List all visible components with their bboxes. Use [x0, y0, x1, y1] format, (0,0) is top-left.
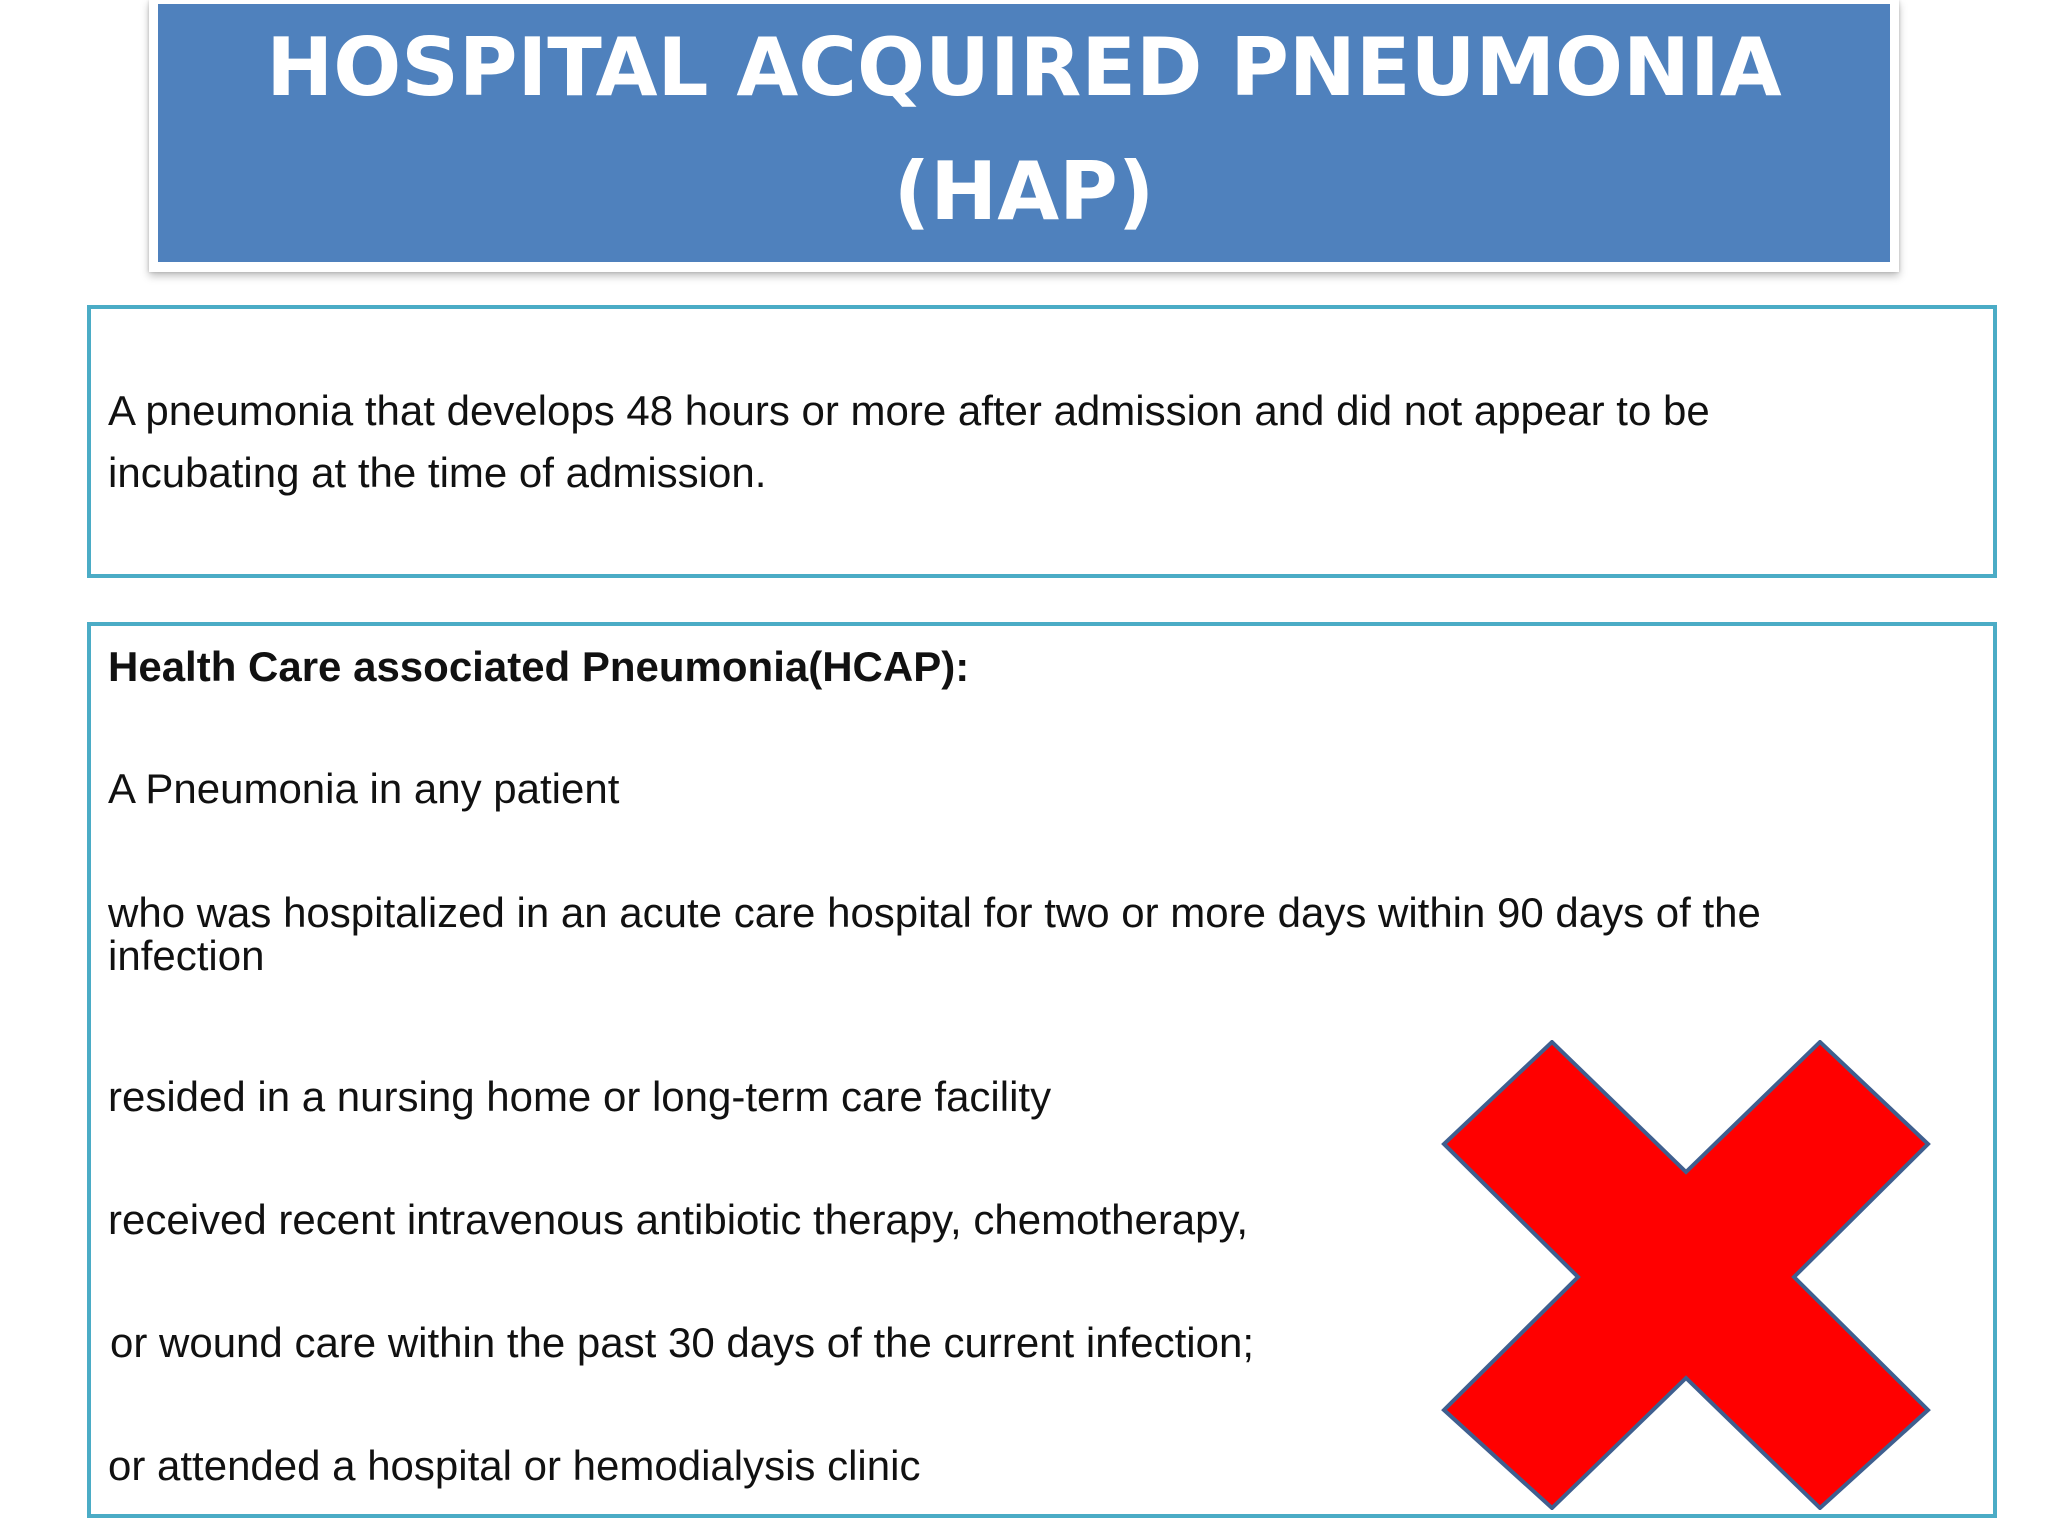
hcap-criterion-hospitalized: who was hospitalized in an acute care hospital for two or more days within 90 days of the	[108, 889, 1761, 936]
hcap-intro: A Pneumonia in any patient	[108, 765, 620, 812]
definition-text	[108, 380, 1710, 504]
slide-title	[266, 6, 1781, 254]
hcap-criterion-clinic: or attended a hospital or hemodialysis clinic	[108, 1442, 921, 1489]
slide-title-line-2: (HAP)	[893, 145, 1155, 238]
hcap-criterion-therapy: received recent intravenous antibiotic therapy, chemotherapy,	[108, 1196, 1249, 1243]
slide-title-line-1: HOSPITAL ACQUIRED PNEUMONIA	[266, 21, 1782, 114]
hcap-criterion-nursing-home: resided in a nursing home or long-term care facility	[108, 1073, 1052, 1120]
cross-shape	[1444, 1042, 1928, 1508]
definition-line-2: incubating at the time of admission.	[108, 449, 767, 496]
hcap-criterion-hospitalized-cont: infection	[108, 932, 265, 979]
definition-line-1: A pneumonia that develops 48 hours or more after admission and did not appear to be	[108, 387, 1710, 434]
title-banner	[158, 4, 1890, 262]
hcap-criterion-wound-care: or wound care within the past 30 days of the current infection;	[110, 1319, 1254, 1366]
red-x-cross-icon	[1440, 1040, 1940, 1510]
hcap-heading: Health Care associated Pneumonia(HCAP):	[108, 643, 970, 690]
